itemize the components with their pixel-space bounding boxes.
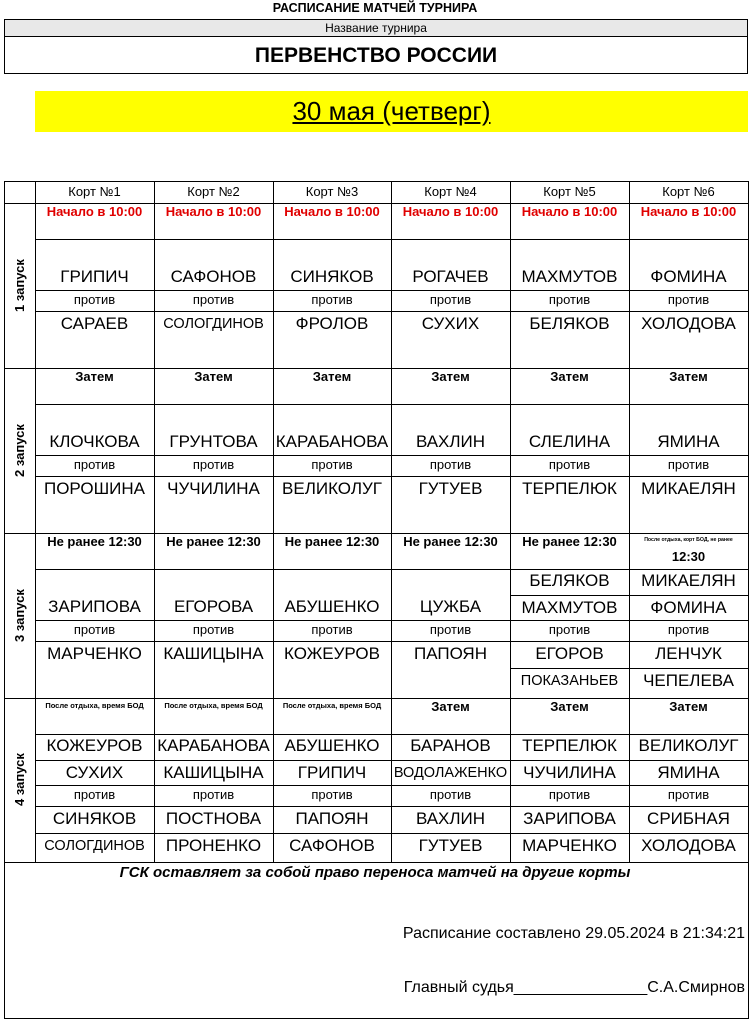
player-name: САРАЕВ: [60, 314, 129, 333]
start-time-note: Начало в 10:00: [284, 204, 380, 219]
versus-label: против: [429, 787, 472, 802]
player-name: КОЖЕУРОВ: [284, 644, 380, 663]
player-name: СИНЯКОВ: [52, 809, 137, 828]
chief-judge-signature: Главный судья_______________С.А.Смирнов: [403, 979, 745, 996]
order-note: Затем: [312, 369, 352, 384]
player-name: СОЛОГДИНОВ: [44, 838, 145, 854]
player-name: ГРИПИЧ: [60, 267, 129, 286]
compiled-timestamp: Расписание составлено 29.05.2024 в 21:34:21: [402, 925, 745, 942]
versus-label: против: [192, 457, 235, 472]
versus-label: против: [429, 457, 472, 472]
player-name: БЕЛЯКОВ: [529, 314, 610, 333]
court-header-1: Корт №1: [68, 184, 121, 199]
player-name: ЧУЧИЛИНА: [523, 763, 616, 782]
cell-divider: [629, 239, 748, 240]
player-name: ЗАРИПОВА: [48, 597, 141, 616]
order-note: Затем: [431, 369, 470, 384]
versus-label: против: [192, 292, 235, 307]
player-name: МИКАЕЛЯН: [641, 479, 736, 498]
order-note: Затем: [75, 369, 114, 384]
player-name: ГУТУЕВ: [418, 479, 483, 498]
player-name: СУХИХ: [65, 763, 124, 782]
player-name: САФОНОВ: [170, 267, 257, 286]
player-name: КАРАБАНОВА: [157, 736, 270, 755]
player-name: РОГАЧЕВ: [412, 267, 489, 286]
versus-label: против: [192, 787, 235, 802]
versus-label: против: [192, 622, 235, 637]
document-title: РАСПИСАНИЕ МАТЧЕЙ ТУРНИРА: [272, 1, 478, 15]
player-name: ПОКАЗАНЬЕВ: [520, 673, 619, 689]
player-name: ЯМИНА: [657, 763, 720, 782]
player-name: ПРОНЕНКО: [165, 836, 262, 855]
order-note: После отдыха, время БОД: [282, 701, 382, 710]
player-name: ЗАРИПОВА: [523, 809, 616, 828]
cell-divider: [35, 239, 154, 240]
start-time-note: Начало в 10:00: [521, 204, 618, 219]
player-name: СИНЯКОВ: [290, 267, 374, 286]
versus-label: против: [667, 292, 710, 307]
versus-label: против: [548, 622, 591, 637]
order-note: Затем: [669, 369, 708, 384]
player-name: ВОДОЛАЖЕНКО: [393, 765, 508, 781]
start-time-note: Начало в 10:00: [165, 204, 262, 219]
start-time-note: Начало в 10:00: [402, 204, 499, 219]
player-name: МАРЧЕНКО: [522, 836, 617, 855]
player-name: ТЕРПЕЛЮК: [522, 736, 617, 755]
versus-label: против: [73, 292, 116, 307]
versus-label: против: [548, 787, 591, 802]
order-note: Затем: [431, 699, 470, 714]
versus-label: против: [667, 787, 710, 802]
order-note: Затем: [550, 699, 589, 714]
player-name: АБУШЕНКО: [284, 736, 380, 755]
player-name: ЯМИНА: [657, 432, 720, 451]
player-name: АБУШЕНКО: [284, 597, 380, 616]
player-name: КЛОЧКОВА: [49, 432, 140, 451]
order-note: После отдыха, время БОД: [164, 701, 263, 710]
player-name: СОЛОГДИНОВ: [163, 316, 264, 332]
player-name: МАРЧЕНКО: [47, 644, 142, 663]
versus-label: против: [667, 622, 710, 637]
order-note: Затем: [550, 369, 589, 384]
cell-divider: [391, 239, 510, 240]
versus-label: против: [667, 457, 710, 472]
player-name: ФРОЛОВ: [295, 314, 369, 333]
player-name: ПОСТНОВА: [165, 809, 262, 828]
cell-divider: [273, 569, 391, 570]
player-name: ВЕЛИКОЛУГ: [638, 736, 739, 755]
cell-divider: [391, 404, 510, 405]
round-label-3: 3 запуск: [12, 589, 27, 642]
player-name: МАХМУТОВ: [521, 267, 618, 286]
cell-divider: [273, 404, 391, 405]
player-name: КАШИЦЫНА: [163, 644, 264, 663]
order-note: Не ранее 12:30: [403, 534, 498, 549]
player-name: ЦУЖБА: [419, 597, 482, 616]
versus-label: против: [311, 787, 353, 802]
cell-divider: [35, 404, 154, 405]
court-header-4: Корт №4: [424, 184, 477, 199]
player-name: ХОЛОДОВА: [641, 314, 736, 333]
player-name: ЕГОРОВ: [535, 644, 604, 663]
tournament-label: Название турнира: [5, 20, 747, 37]
player-name: СЛЕЛИНА: [528, 432, 611, 451]
player-name: СРИБНАЯ: [647, 809, 730, 828]
player-name: ВАХЛИН: [415, 809, 486, 828]
tournament-box: [4, 19, 748, 74]
round-label-1: 1 запуск: [12, 259, 27, 312]
cell-divider: [510, 404, 629, 405]
cell-divider: [154, 404, 273, 405]
tournament-name: ПЕРВЕНСТВО РОССИИ: [254, 44, 498, 67]
court-header-2: Корт №2: [187, 184, 240, 199]
cell-divider: [154, 569, 273, 570]
round-label-2: 2 запуск: [12, 424, 27, 477]
cell-divider: [510, 239, 629, 240]
player-name: БАРАНОВ: [410, 736, 491, 755]
versus-label: против: [548, 457, 591, 472]
player-name: ГРИПИЧ: [297, 763, 367, 782]
player-name: КАШИЦЫНА: [163, 763, 264, 782]
player-name: ЕГОРОВА: [173, 597, 254, 616]
start-time-note: Начало в 10:00: [640, 204, 737, 219]
order-note: Затем: [669, 699, 708, 714]
versus-label: против: [73, 622, 116, 637]
player-name: ПАПОЯН: [295, 809, 369, 828]
order-note: Не ранее 12:30: [284, 534, 380, 549]
versus-label: против: [548, 292, 591, 307]
versus-label: против: [429, 622, 472, 637]
versus-label: против: [73, 457, 116, 472]
player-name: ВЕЛИКОЛУГ: [282, 479, 382, 498]
order-note: После отдыха, корт БОД, не ранее: [644, 537, 733, 543]
court-header-6: Корт №6: [662, 184, 715, 199]
order-note: Не ранее 12:30: [166, 534, 261, 549]
court-header-5: Корт №5: [543, 184, 596, 199]
player-name: БЕЛЯКОВ: [529, 571, 610, 590]
versus-label: против: [311, 457, 353, 472]
player-name: ФОМИНА: [650, 267, 727, 286]
player-name: ГУТУЕВ: [418, 836, 483, 855]
order-note-time: 12:30: [671, 549, 706, 564]
player-name: ВАХЛИН: [415, 432, 486, 451]
footer-note: ГСК оставляет за собой право переноса матчей на другие корты: [119, 864, 631, 881]
player-name: ЧУЧИЛИНА: [167, 479, 260, 498]
table-border-right: [748, 181, 749, 1019]
player-name: ХОЛОДОВА: [641, 836, 736, 855]
player-name: ГРУНТОВА: [169, 432, 258, 451]
order-note: После отдыха, время БОД: [45, 701, 144, 710]
cell-divider: [273, 239, 391, 240]
table-border-top: [4, 181, 748, 182]
table-border-bottom: [4, 1018, 749, 1019]
player-name: МАХМУТОВ: [521, 598, 618, 617]
player-name: САФОНОВ: [289, 836, 375, 855]
versus-label: против: [311, 622, 353, 637]
versus-label: против: [73, 787, 116, 802]
order-note: Затем: [194, 369, 233, 384]
player-name: КАРАБАНОВА: [275, 432, 389, 451]
player-name: ТЕРПЕЛЮК: [522, 479, 617, 498]
player-name: ФОМИНА: [650, 598, 727, 617]
player-name: ЧЕПЕЛЕВА: [643, 671, 734, 690]
cell-divider: [629, 404, 748, 405]
order-note: Не ранее 12:30: [522, 534, 617, 549]
date-banner: [35, 91, 748, 132]
player-name: ПАПОЯН: [414, 644, 487, 663]
cell-divider: [154, 239, 273, 240]
player-name: ЛЕНЧУК: [655, 644, 722, 663]
date-text: 30 мая (четверг): [292, 96, 491, 126]
cell-divider: [391, 569, 510, 570]
versus-label: против: [429, 292, 472, 307]
order-note: Не ранее 12:30: [47, 534, 142, 549]
versus-label: против: [311, 292, 353, 307]
cell-divider: [35, 569, 154, 570]
player-name: ПОРОШИНА: [43, 479, 146, 498]
round-label-4: 4 запуск: [12, 753, 27, 807]
player-name: КОЖЕУРОВ: [46, 736, 143, 755]
court-header-3: Корт №3: [305, 184, 359, 199]
player-name: МИКАЕЛЯН: [641, 571, 736, 590]
player-name: СУХИХ: [421, 314, 480, 333]
start-time-note: Начало в 10:00: [46, 204, 143, 219]
